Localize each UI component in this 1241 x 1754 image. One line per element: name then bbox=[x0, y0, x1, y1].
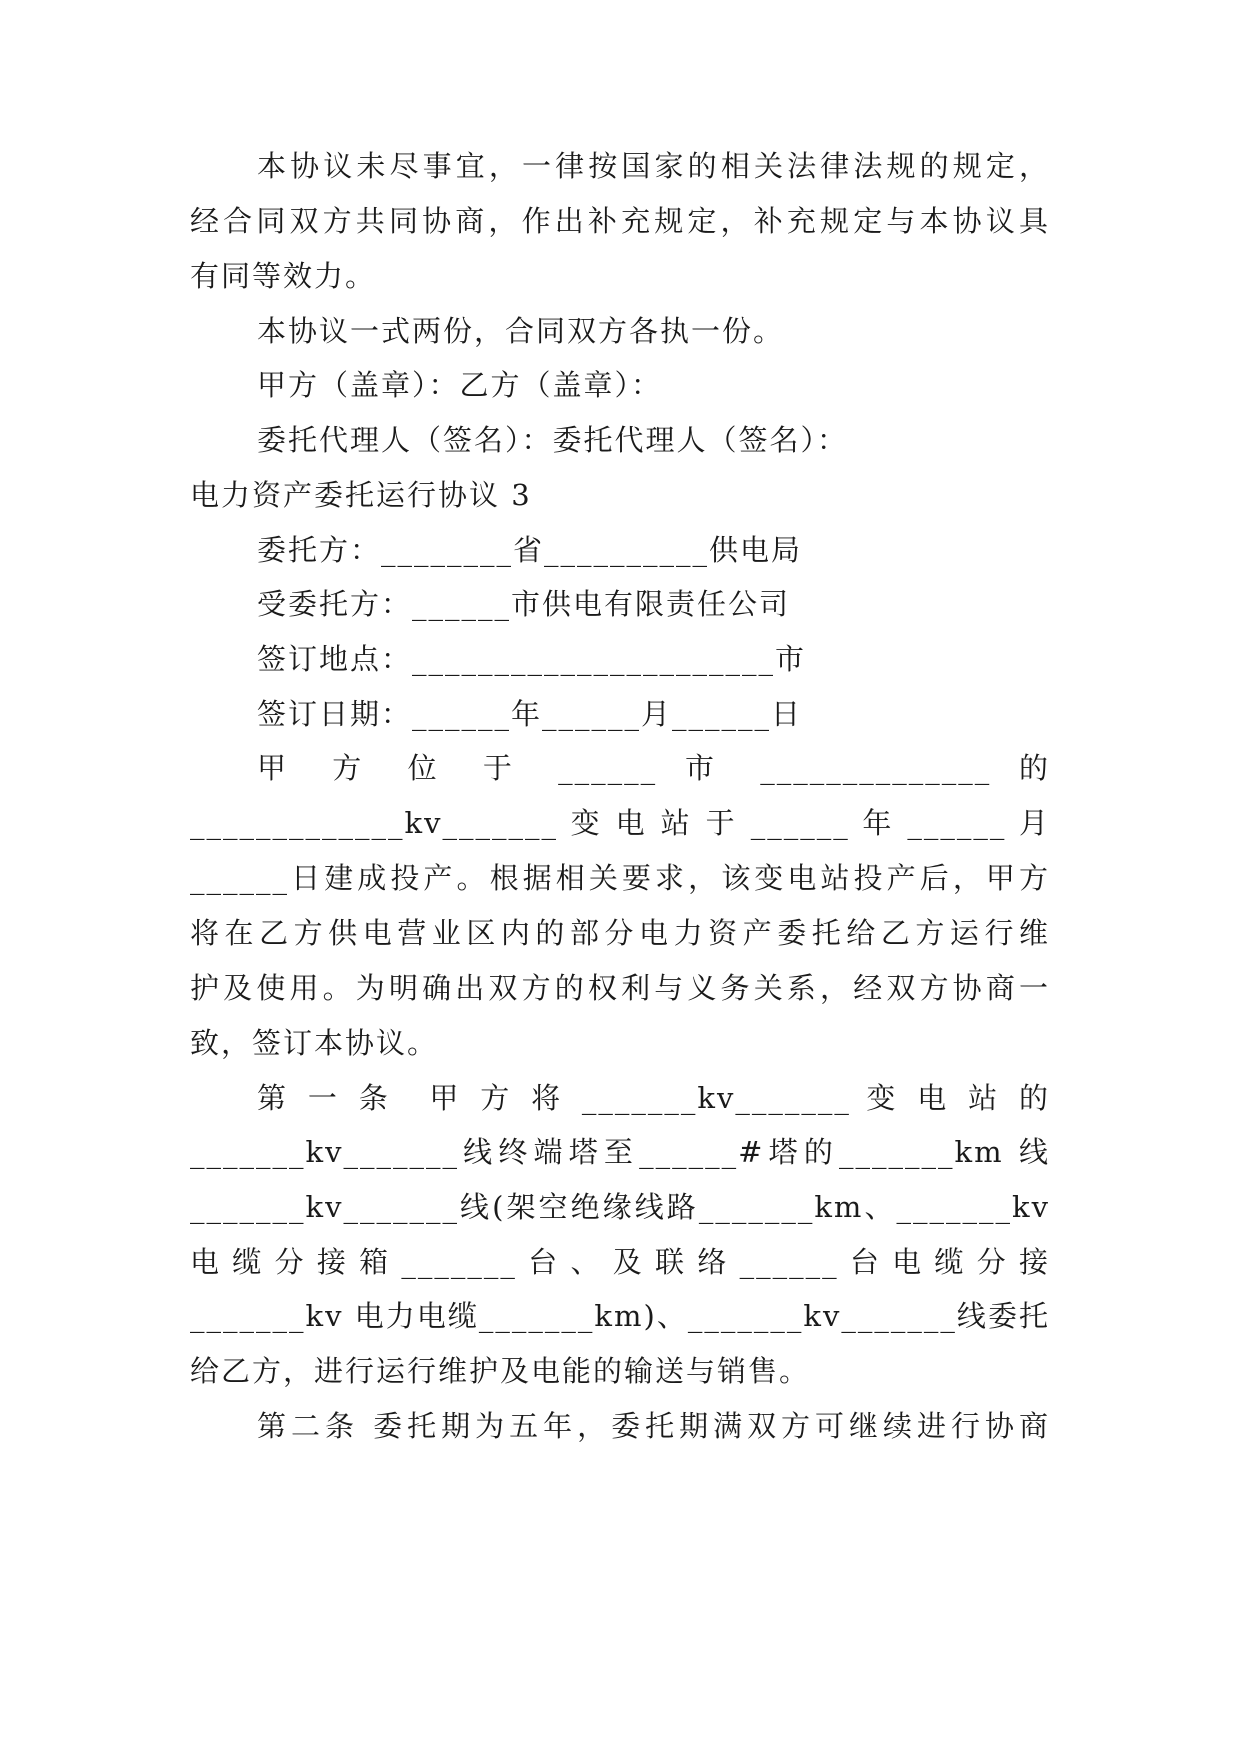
field-consignee: 受委托方：______市供电有限责任公司 bbox=[257, 587, 791, 621]
text-line: _____________kv_______ 变 电 站 于 ______ 年 ______ 月 bbox=[190, 806, 1050, 840]
text-line: ______日建成投产。根据相关要求，该变电站投产后，甲方 bbox=[190, 861, 1050, 895]
text-line: _______kv 电力电缆_______km)、_______kv_______线委托 bbox=[190, 1299, 1050, 1333]
section-title: 电力资产委托运行协议 3 bbox=[190, 478, 532, 512]
text-line: 经合同双方共同协商，作出补充规定，补充规定与本协议具 bbox=[190, 204, 1050, 238]
text-line: 致，签订本协议。 bbox=[190, 1026, 439, 1060]
text-line: 本协议一式两份，合同双方各执一份。 bbox=[257, 314, 785, 348]
text-line: 有同等效力。 bbox=[190, 259, 377, 293]
text-line: 将在乙方供电营业区内的部分电力资产委托给乙方运行维 bbox=[190, 916, 1050, 950]
text-line: 甲 方 位 于 ______ 市 ______________ 的 bbox=[257, 751, 1050, 785]
text-line: _______kv_______线(架空绝缘线路_______km、_______kv bbox=[190, 1190, 1050, 1224]
article-2-start: 第二条 委托期为五年，委托期满双方可继续进行协商 bbox=[257, 1409, 1050, 1443]
field-consignor: 委托方：________省__________供电局 bbox=[257, 533, 803, 567]
text-line: 本协议未尽事宜，一律按国家的相关法律法规的规定， bbox=[257, 149, 1050, 183]
field-signing-date: 签订日期：______年______月______日 bbox=[257, 697, 803, 731]
signature-line-agent: 委托代理人（签名）：委托代理人（签名）： bbox=[257, 423, 849, 457]
text-line: 护及使用。为明确出双方的权利与义务关系，经双方协商一 bbox=[190, 971, 1050, 1005]
article-1-start: 第 一 条 甲 方 将 _______kv_______ 变 电 站 的 bbox=[257, 1081, 1050, 1115]
text-line: 电 缆 分 接 箱 _______ 台 、 及 联 络 ______ 台 电 缆 分 接 bbox=[190, 1245, 1050, 1279]
text-line: _______kv_______线终端塔至______#塔的_______km 线 bbox=[190, 1135, 1050, 1169]
field-signing-place: 签订地点：______________________市 bbox=[257, 642, 807, 676]
text-line: 给乙方，进行运行维护及电能的输送与销售。 bbox=[190, 1354, 811, 1388]
signature-line-seal: 甲方（盖章）：乙方（盖章）： bbox=[257, 368, 663, 402]
